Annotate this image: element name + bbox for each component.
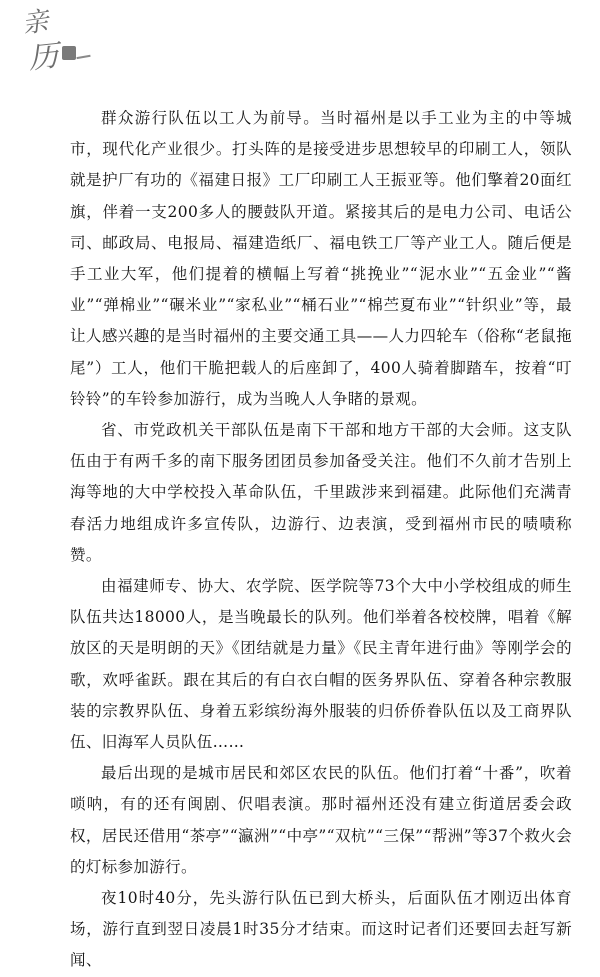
- logo-char-1: 亲: [20, 6, 51, 40]
- logo-char-2: 历: [26, 38, 61, 77]
- paragraph: 夜10时40分，先头游行队伍已到大桥头，后面队伍才刚迈出体育场，游行直到翌日凌晨1时35分才结束。而这时记者们还要回去赶写新闻、: [70, 889, 572, 970]
- brush-stroke-icon: [75, 49, 90, 59]
- paragraph: 群众游行队伍以工人为前导。当时福州是以手工业为主的中等城市，现代化产业很少。打头阵的是接受进步思想较早的印刷工人，领队就是护厂有功的《福建日报》工厂印刷工人王振亚等。他们擎着20面红旗，伴着一支200多人的腰鼓队开道。紧接其后的是电力公司、电话公司、邮政局、电报局、福建造纸厂、福电铁工厂等产业工人。随后便是手工业大军，他们提着的横幅上写着“挑挽业”“泥水业”“五金业”“酱业”“弹棉业”“碾米业”“家私业”“桶石业”“棉苎夏布业”“针织业”等，最让人感兴趣的是当时福州的主要交通工具——人力四轮车（俗称“老鼠拖尾”）工人，他们干脆把载人的后座卸了，400人骑着脚踏车，按着“叮铃铃”的车铃参加游行，成为当晚人人争睹的景观。: [70, 109, 572, 408]
- body-text: [70, 103, 572, 977]
- paragraph: 最后出现的是城市居民和郊区农民的队伍。他们打着“十番”，吹着唢呐，有的还有闽剧、伬唱表演。那时福州还没有建立街道居委会政权，居民还借用“茶亭”“瀛洲”“中亭”“双杭”“三保”“帮洲”等37个救火会的灯标参加游行。: [70, 764, 572, 876]
- book-logo: [14, 2, 94, 77]
- paragraph: 由福建师专、协大、农学院、医学院等73个大中小学校组成的师生队伍共达18000人，是当晚最长的队列。他们举着各校校牌，唱着《解放区的天是明朗的天》《团结就是力量》《民主青年进行曲》等刚学会的歌，欢呼雀跃。跟在其后的有白衣白帽的医务界队伍、穿着各种宗教服装的宗教界队伍、身着五彩缤纷海外服装的归侨侨眷队伍以及工商界队伍、旧海军人员队伍……: [70, 577, 572, 752]
- paragraph: 省、市党政机关干部队伍是南下干部和地方干部的大会师。这支队伍由于有两千多的南下服务团团员参加备受关注。他们不久前才告别上海等地的大中学校投入革命队伍，千里跋涉来到福建。此际他们充满青春活力地组成许多宣传队，边游行、边表演，受到福州市民的啧啧称赞。: [70, 421, 572, 564]
- seal-stamp-icon: [62, 46, 76, 60]
